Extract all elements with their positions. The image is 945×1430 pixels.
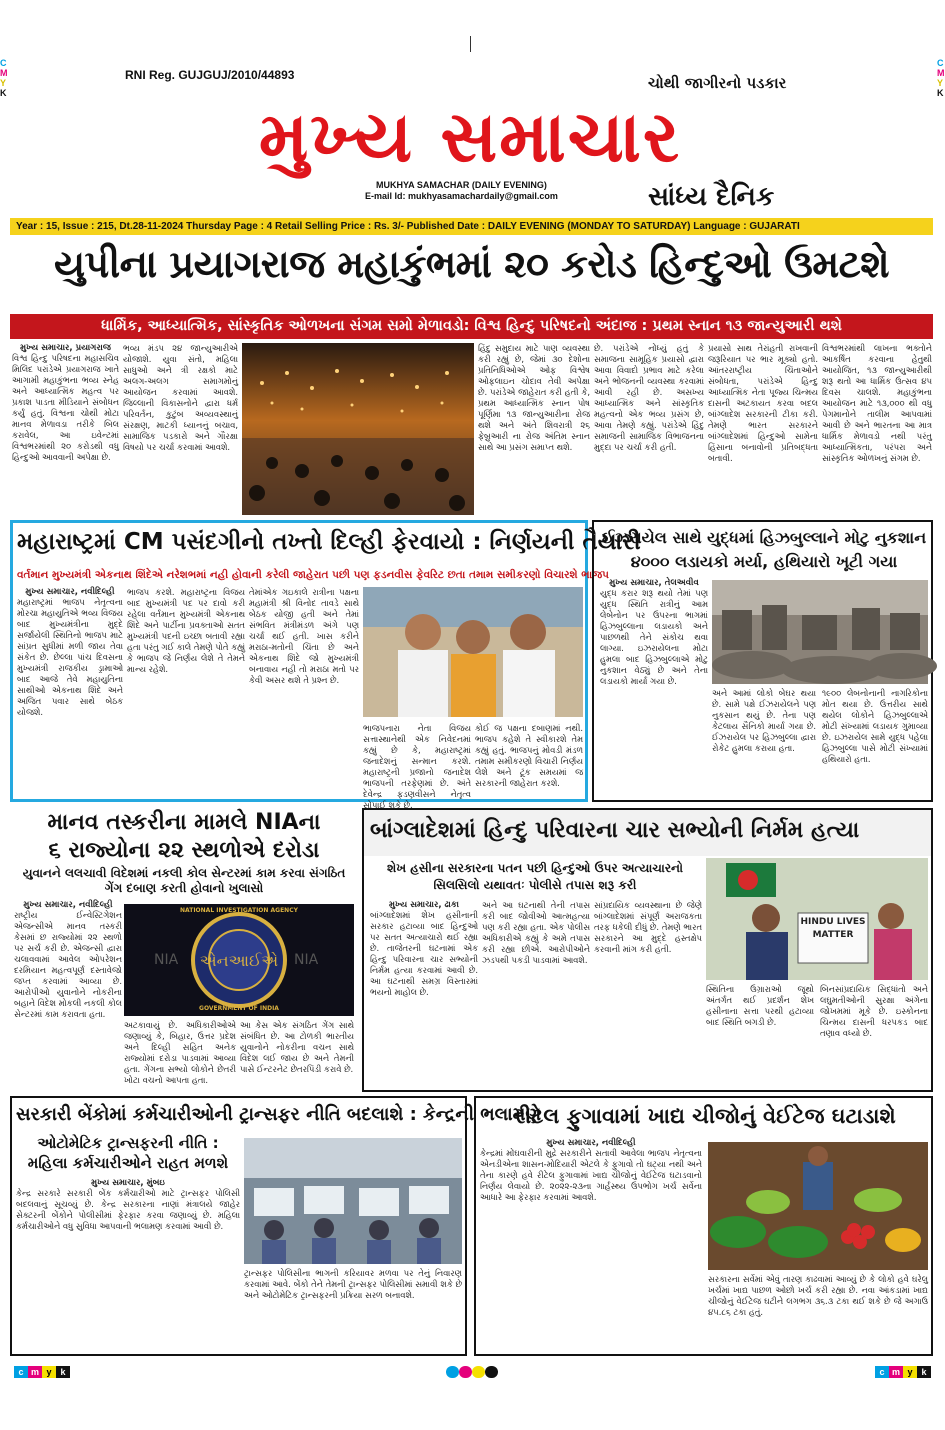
article-text: ભવ્ય મંડપ ૨૪ જાન્યુઆરીએ યોજાશે. યુવા સંતો, મહિલા સાધુઓ અને ત્રી રક્ષકો માટે અલગ-અલગ સમાગમોનું આયોજન કરવામાં આવશે. જિલ્લાની વિકાસનોને દ્વારા ધર્મ પરિવર્તન, કુટુંબ અવ્યવસ્થાનું સંરક્ષણ, માટકી ધ્યાનનું બચાવ, સામાજિક પડકારો અને ગૌરક્ષા વિષયો પર ચર્ચા કરવામાં આવશે. [123,343,238,452]
nia-badge-text: NATIONAL INVESTIGATION AGENCY [180,907,298,914]
bangladesh-subhead: શેખ હસીના સરકારના પતન પછી હિન્દુઓ ઉપર અત્યાચારનો સિલસિલો યથાવતઃ પોલીસે તપાસ શરૂ કરી [387,861,683,892]
lead-column-1 [12,343,119,515]
bank-subhead-1: ઓટોમેટિક ટ્રાન્સફરની નીતિ : [37,1134,219,1152]
bangladesh-headline: બાંગ્લાદેશમાં હિન્દુ પરિવારના ચાર સભ્યોની નિર્મમ હત્યા [370,818,860,843]
article-text: ટ્રાન્સફર પોલિસીના ભાગની કરિયાવર મળવા પર તેનું નિવારણ કરવામાં આવે. બેંકો તેને તેમની ટ્રાન્સફર પોલિસીમાં સમાવી શકે છે અને ઓટોમેટિક ટ્રાન્સફરની પ્રક્રિયા સરળ બનાવશે. [244,1268,462,1300]
article-text: સ્થિતિના ઉગ્રારાઓ જૂથો અંતર્ગત થઈ પ્રદર્શન શેખ હસીનાના સત્તા પરથી હટાવ્યા બાદ સ્થિતિ બગડી છે. [706,984,814,1027]
article-text: વિશ્વ હિન્દુ પરિષદના મહાસચિવ મિલિંદ પરાંડેએ પ્રયાગરાજ ખાતે આગામી મહાકુંભના ભવ્ય સ્નેહ અને આધ્યાત્મિક મહત્વ પર પ્રકાશ પાડતા મીડિયાને સંબોધન કર્યું હતું. વિશ્વના ચોથી મોટા માનવ મેળાવડા તરીકે બિલ કરાવેલ, આ ઇવેન્ટમાં વિશ્વભરમાંથી ૨૦ કરોડથી વધુ હિન્દુઓ આવવાની અપેક્ષા છે. [12,353,119,462]
byline: મુખ્ય સમાચાર, નવીદિલ્હી [25,587,115,597]
cmyk-mark: M [0,68,8,78]
article-text: ભાજપનારા નેતા વિજય સત્તાસ્થાનેથી એક નિવેદનમાં કહ્યું છે કે, મહારાષ્ટ્રમાં જનાદેશનું સન્માન કરશે. મહારાષ્ટ્રની પ્રજાનો જનાદેશ ભાજપની તરફેણમાં છે. અંતે દેવેન્દ્ર ફડણવીસને નેતૃત્વ સોંપાઈ શકે છે. [363,723,471,810]
bangladesh-story [362,808,933,1092]
maharashtra-story [10,520,641,810]
bank-subhead-2: મહિલા કર્મચારીઓને રાહત મળશે [27,1154,229,1172]
nia-headline-2: ૬ રાજ્યોના ૨૨ સ્થળોએ દરોડા [48,838,320,863]
article-text: મહારાષ્ટ્રમાં ભાજપ નેતૃત્વના મોરચા મહાયુતિએ ભવ્ય વિજય બાદ મુખ્યમંત્રીના મુદ્દે સર્જાયેલી સ્થિતિનો ભાજપ માટે સાંપ્રત સુધીમાં મળી જાય તેવા સંકેત છે. છેલ્લા પાંચ દિવસના મુખ્યમંત્રી રાજકીય ડ્રામાઓ બાદ આજે તેવે મહાયુતિના સાથીઓ એકનાથ શિંદે અને અજિત પવાર સાથે બેઠક યોજશે. [17,597,123,717]
article-text: કેન્દ્ર સરકારે સરકારી બેંક કર્મચારીઓ માટે ટ્રાન્સફર પોલિસી બદલવાનું સૂચવ્યું છે. કેન્દ્ર સરકારના નાણાં મંત્રાલયે જાહેર સેક્ટરની બેંકોને પોલીસીમાં ફેરફાર કરવા જણાવ્યું છે. મહિલા કર્મચારીઓને વધુ સુવિધા આપવાની ભલામણ કરવામાં આવી છે. [16,1188,240,1231]
article-text: સરકારના સર્વેમાં એવું તારણ કાઢવામાં આવ્યું છે કે લોકો હવે ઘરેલુ ખર્ચમાં ખાદ્ય પાછળ ઓછો ખર્ચ કરી રહ્યા છે. નવા આંકડામાં ખાદ્ય ચીજોનું વેઈટેજ ઘટીને લગભગ ૩૬.૩ ટકા થઈ શકે છે જે અગાઉ ૪૫.૮૬ ટકા હતું. [708,1274,928,1317]
cmyk-mark: C [0,58,7,68]
byline: મુખ્ય સમાચાર, નવીદિલ્હી [546,1138,636,1148]
maharashtra-column-2 [127,587,245,797]
bangladesh-column-2 [482,900,590,1088]
byline: મુખ્ય સમાચાર, પ્રયાગરાજ [20,343,111,353]
retail-headline: રીટેલ ફુગાવામાં ખાદ્ય ચીજોનું વેઈટેજ ઘટાડાશે [514,1104,896,1128]
cmyk-marks-left [0,58,8,98]
lead-column-5 [708,343,818,515]
bangladesh-column-3 [594,900,702,1088]
nia-logo-photo [124,904,354,1016]
article-text: છે. પરાંડેએ નોંધ્યું હતું કે સમાજના સામૂહિક પ્રયાસો દ્વારા આવા વિવાદો પ્રભાવ માટે કરેલા અને ભોજનની વ્યવસ્થા કરવામાં આવી રહી છે. અસખ્ય આધ્યાત્મિક અને સાંસ્કૃતિક મહત્વનો એક ભવ્ય પ્રસંગ છે, આવા તેમણે કહ્યું. પરાંડેએ હિંદુ સમાજની સામાજિક વિભાજનના મુદ્દા પર ચર્ચા કરી હતી. [594,343,704,452]
bangladesh-column-5 [820,984,928,1088]
email: E-mail Id: mukhyasamachardaily@gmail.com [365,191,558,201]
lead-column-6 [822,343,932,515]
retail-story [474,1096,933,1356]
article-text: અને આમાં લોકો બેઘર થયા છે. સામે પક્ષે ઈઝરાયેલને પણ નુકસાન થયું છે. તેના પણ કેટલાય સૈનિકો માર્યા ગયા છે. ઈઝરાયેલ પર હિઝબુલ્લા દ્વારા રોકેટ હુમલા કરાયા હતા. [712,688,816,753]
bank-office-photo [244,1138,462,1264]
maharashtra-subhead: વર્તમાન મુખ્યમંત્રી એકનાથ શિંદેએ નરેશભમાં નહી હોવાની કરેલી જાહેરાત પછી પણ ફડનવીસ ફેવરિટ છતા તમામ સમીકરણો વિચારશે ભાજપ [17,569,609,581]
byline: મુખ્ય સમાચાર, ઢાકા [389,900,459,910]
cmyk-bar-right [875,1366,931,1378]
nia-column-1 [14,900,122,1090]
register-target [446,1366,498,1378]
israel-column-1 [600,578,708,798]
cmyk-mark: K [937,88,944,98]
lead-column-2 [123,343,238,515]
masthead-subtitle [365,180,558,202]
nia-badge-subtext: GOVERNMENT OF INDIA [199,1005,279,1012]
cmyk-mark: K [0,88,7,98]
subtitle-english: MUKHYA SAMACHAR (DAILY EVENING) [376,180,547,190]
protest-sign: HINDU LIVES MATTER [800,917,866,940]
evening-daily-label: સાંધ્ય દૈનિક [648,182,775,212]
cmyk-mark: M [937,68,945,78]
article-text: ભાજપ કરશે. મહારાષ્ટ્રના વિજય બાદ મુખ્યમંત્રી પદ પર દાવો કરી રહેલા વર્તમાન મુખ્યમંત્રી એકનાથ શિંદે અને પાર્ટીના પ્રવક્તાઓ સતત મુખ્યમંત્રી પદની ઇચ્છા બતાવી રહ્યા હતા પરંતુ ગઈ કાલે તેમણે પોતે કહ્યું કે ભાજપ જે નિર્ણય લેશે તે તેમને માન્ય રહેશે. [127,587,245,674]
article-text: રાષ્ટ્રીય ઈન્વેસ્ટિગેશન એજન્સીએ માનવ તસ્કરી કેસમાં છ રાજ્યોમાં ૨૨ સ્થળો પર સર્ચ કરી છે. એજન્સી દ્વારા ચલાવવામાં આવેલ ઓપરેશન દરમિયાન મહત્વપૂર્ણ દસ્તાવેજો જપ્ત કરવામાં આવ્યા છે. આરોપીઓ યુવાનોને નોકરીના બહાને વિદેશ મોકલી નકલી કોલ સેન્ટરમાં કામ કરાવતા હતા. [14,910,122,1019]
article-text: અટકાવાયું છે. અધિકારીઓએ જણાવ્યું કે, બિહાર, ઉત્તર પ્રદેશ અને દિલ્હી સહિત અનેક રાજ્યોમાં દરોડા પાડવામાં આવ્યા હતા. ગેંગના સભ્યો લોકોને છેતરી ખોટા વચનો આપતા હતા. [124,1020,236,1085]
lead-headline: યુપીના પ્રયાગરાજ મહાકુંભમાં ૨૦ કરોડ હિન્દુઓ ઉમટશે [53,242,890,286]
article-text: કેન્દ્રમાં મોંઘવારીની મુદ્રે સરકારીને સતાવી આવેલા ભાજપ નેતૃત્વના એનડીએના શાસન-મોદિયારી એટલે કે ફુગાવો તો ઘટ્યા નથી અને તેના કારણે હવે રીટેલ ફુગાવામાં ખાદ્ય ચીજોનું વેઈટેજ ઘટાડવાનો નિર્ણય લેવાયો છે. ૨૦૨૨-૨૩ના ગાર્હસ્થ્ય ઉપભોગ ખર્ચ સર્વેના આધારે આ ફેરફાર કરવામાં આવશે. [480,1148,702,1202]
cmyk-swatch: y [903,1366,917,1378]
slogan: ચોથી જાગીરનો પડકાર [648,74,787,92]
article-text: પ્રયાસો સાથ તેરાંહતી રાખવાની જરૂરિયાત પર ભાર મૂક્યો હતો. આંતરરાષ્ટ્રીય ચિંતાઓને સંબોધતા, પરાંડેએ હિન્દુ આધ્યાત્મિક નેતા પૂજ્ય ચિન્મય દાસની અટકાયત કરવા બદલ બાંગ્લાદેશ સરકારની ટીકા કરી. તેમણે ભારત સરકારને બાંગ્લાદેશમાં હિન્દુઓ સામેના હિંસાના બનાવોની પ્રતિબદ્ધતા બતાવી. [708,343,818,463]
retail-column-2 [708,1274,928,1352]
crop-mark-top [470,36,471,52]
israel-column-3 [822,688,928,798]
nia-column-2 [124,1020,236,1090]
bangladesh-protest-photo [706,858,928,980]
cmyk-swatch: m [28,1366,42,1378]
article-text: સાંપ્રદાયિક વ્યવસ્થાના છે જેણે બાંગ્લાદેશમાં સંપૂર્ણ અરાજકતા તરફ ધકેલી દીધું છે. તેમણે ભારત સરકારને આ મુદ્દે હસ્તક્ષેપ કરવાની માંગ કરી હતી. [594,900,702,954]
cmyk-swatch: y [42,1366,56,1378]
nia-subhead: યુવાનને લલચાવી વિદેશમાં નકલી કોલ સેન્ટરમાં કામ કરવા સંગઠિત ગેંગ દબાણ કરતી હોવાનો ખુલાસો [22,866,346,895]
article-text: વિશ્વભરમાંથી લાખના ભક્તોને આકર્ષિત કરવાના હેતુથી આયોજિત, ૧૩ જાન્યુઆરીથી શરૂ થતો આ ધાર્મિક ઉત્સવ ૪૫ દિવસ ચાલશે. મહાકુંભના આયોજન માટે ૧૩,૦૦૦ થી વધુ પેગમાનોને તાલીમ આપવામાં આવી છે અને ભારતના આ માત્ર ધાર્મિક મેળાવડો નથી પરંતુ આધ્યાત્મિકતા, પરંપરા અને સાંસ્કૃતિક ઓળખનું સંગમ છે. [822,343,932,463]
israel-story [592,520,933,802]
israel-headline: ઈઝરાયેલ સાથે યુદ્ધમાં હિઝબુલ્લાને મોટુ નુકશાન ૪૦૦૦ લડાયકો મર્યા, હથિયારો ખૂટી ગયા [601,528,927,571]
maharashtra-column-5 [475,723,583,797]
newspaper-title: મુખ્ય સમાચાર [258,96,682,178]
maharashtra-column-1 [17,587,123,797]
cmyk-swatch: m [889,1366,903,1378]
bank-column-2 [244,1268,462,1352]
lead-column-3 [478,343,590,515]
issue-info-bar: Year : 15, Issue : 215, Dt.28-11-2024 Thursday Page : 4 Retail Selling Price : Rs. 3/- Published Date : DAILY EVENING (MONDAY TO SATURDAY) Language : GUJARATI [10,218,933,235]
retail-column-1 [480,1138,702,1352]
article-text: અને આ ઘટનાથી તેની તપાસ કરી બાદ જોવીઓ આત્મહત્યા પણ કરી રહ્યા હતા. એક પોલીસ અધિકારીએ કહ્યું કે અમે તપાસ કરી રહ્યા છીએ. આરોપીઓને ઝડપથી પકડી પાડવામાં આવશે. [482,900,590,965]
byline: મુખ્ય સમાચાર, નવીદિલ્હી [23,900,113,910]
svg-text:NIA: NIA [154,952,179,968]
article-text: બિનસાંપ્રદાયિક સિદ્ધાંતો અને લઘુમતીઓની સુરક્ષા અંગેના જોખમમાં મૂકે છે. ઇસ્કોનના ચિન્મય દાસની ધરપકડ બાદ તણાવ વધ્યો છે. [820,984,928,1038]
article-text: હિંદુ સમુદાય માટે પાણ વ્યવસ્થા કરી રહ્યું છે, જેમાં ૩૦ દેશોના પ્રતિનિધિઓએ ઓફ વિશ્વેષ ઓફલાઇન ચોદાવ તેવી અપેક્ષા છે. પરાંડેએ જાહેરાત કરી હતી કે, પ્રથમ આધ્યાત્મિક સ્નાન પોષ પૂર્ણિમા ૧૩ જાન્યુઆરીના રોજ થશે અને અંતે શિવરાત્રી ૨૬ ફેબ્રુઆરી ના રોજ અંતિમ સ્નાન સાથે આ પ્રસંગ સમાપ્ત થશે. [478,343,590,452]
byline: મુખ્ય સમાચાર, તેલઅવીવ [609,578,699,588]
maharashtra-leaders-photo [363,587,583,717]
article-text: બાંગ્લાદેશમાં શેખ હસીનાની સરકાર હટાવ્યા બાદ હિન્દુઓ પર સતત અત્યાચારો થઈ રહ્યા છે. તાજેતરની ઘટનામાં એક હિન્દુ પરિવારના ચાર સભ્યોની નિર્મમ હત્યા કરવામાં આવી છે. આ ઘટનાથી સમગ્ર વિસ્તારમાં ભયનો માહોલ છે. [370,910,478,997]
article-text: કોઈ જ પક્ષના દબાણમાં નથી. ભાજપ કહેશે તે સ્વીકારશે તેમ કહ્યું હતું. ભાજપનું મોવડી મંડળ તમામ સમીકરણો વિચારી નિર્ણય લેશે અને ટૂંક સમયમાં જ સરકારની જાહેરાત કરશે. [475,723,583,788]
lead-column-4 [594,343,704,515]
bangladesh-column-4 [706,984,814,1088]
vegetable-market-photo [708,1142,928,1270]
nia-column-3 [240,1020,354,1090]
israel-column-2 [712,688,816,798]
cmyk-mark: Y [0,78,7,88]
cmyk-swatch: k [56,1366,70,1378]
article-text: તેમાંએક ગઇકાલે રાત્રીના પક્ષના મહામંત્રી શ્રી વિનોદ તાવડે સાથે બેઠક યોજી હતી અને તેમાં સંભવિત મંત્રીમંડળ અંગે પણ ચર્ચા થઈ હતી. ખાસ કરીને મરાઠા-મતોની ચિંતા છે અને એકનાથ શિંદે જો મુખ્યમંત્રી બનાવાય નહી તો મરાઠા મતો પર કેવી અસર થશે તે પ્રશ્ન છે. [249,587,359,685]
article-text: આ કેસ એક સંગઠિત ગેંગ સાથે સંબંધિત છે. આ ટોળકી ભારતીય યુવાનોને નોકરીના વચન સાથે વિદેશ લઈ જાય છે અને તેમની પાસે ઈન્ટરનેટ છેતરપિંડી કરાવે છે. [240,1020,354,1074]
cmyk-mark: C [937,58,944,68]
byline: મુખ્ય સમાચાર, મુંબઇ [91,1178,165,1188]
maharashtra-column-3 [249,587,359,797]
cmyk-swatch: k [917,1366,931,1378]
maharashtra-column-4 [363,723,471,810]
article-text: ૧૯૦૦ લેબનોનાની નાગરિકોના મોત થયા છે. ઉત્તરીય સાથે થયેલ લોકોને હિઝબુલ્લાએ મોટી સંખ્યામાં લડાયક ગુમાવ્યા છે. ઇઝરાયેલ સામે યુદ્ધ પહેલા હિઝબુલ્લા પાસે મોટી સંખ્યામાં હથિયારો હતા. [822,688,928,764]
article-text: યુદ્ધ કરાર શરૂ થયો તેમાં પણ યુદ્ધ સ્થિતિ રાત્રીનું આમ લેબેનોન પર ઉપરના ભાગમાં હિઝબુલ્લાના લડાયકો અને પાછળથી તેને સંકોચ થવા લાગ્યા. ઇઝરાયેલના મોટા હુમલા બાદ હિઝબુલ્લાએ મોટુ નુકશાન વેઠ્યું છે અને તેના લડાયકો માર્યા ગયા છે. [600,588,708,686]
cmyk-swatch: c [14,1366,28,1378]
lead-subhead: ધાર્મિક, આધ્યાત્મિક, સાંસ્કૃતિક ઓળખના સંગમ સમો મેળાવડો: વિશ્વ હિન્દુ પરિષદનો અંદાજ : પ્રથમ સ્નાન ૧૩ જાન્યુઆરી થશે [10,314,933,339]
cmyk-bar-left [14,1366,70,1378]
kumbh-photo [242,343,474,515]
cmyk-mark: Y [937,78,944,88]
svg-text:NIA: NIA [294,952,319,968]
maharashtra-headline: મહારાષ્ટ્રમાં CM પસંદગીનો તખ્તો દિલ્હી ફેરવાયો : નિર્ણયની તૈયારી [17,529,641,555]
cmyk-marks-right [937,58,945,98]
nia-headline-1: માનવ તસ્કરીના મામલે NIAના [47,810,321,835]
bank-column-1 [16,1178,240,1352]
registration-number: RNI Reg. GUJGUJ/2010/44893 [125,68,295,82]
cmyk-swatch: c [875,1366,889,1378]
bank-story [10,1096,542,1356]
bank-headline: સરકારી બેંકોમાં કર્મચારીઓની ટ્રાન્સફર નીતિ બદલાશે : કેન્દ્રની ભલામણ [16,1104,542,1125]
svg-text:એનઆઈએ: એનઆઈએ [199,951,279,970]
israel-war-photo [712,580,928,684]
bangladesh-column-1 [370,900,478,1088]
